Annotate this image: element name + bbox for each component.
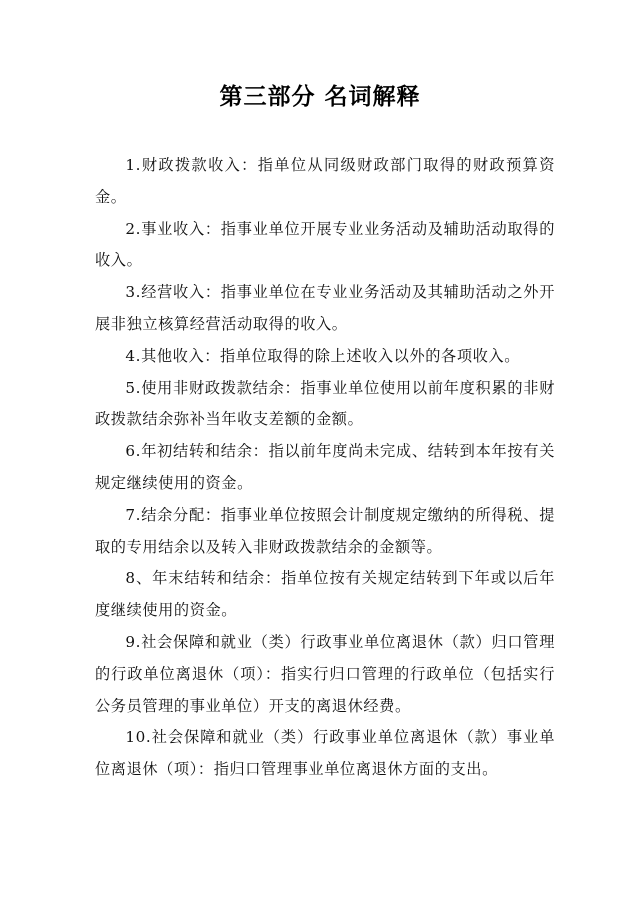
definition-paragraph: 7.结余分配：指事业单位按照会计制度规定缴纳的所得税、提取的专用结余以及转入非财政拨款结余的金额等。	[95, 505, 555, 556]
definition-paragraph: 9.社会保障和就业（类）行政事业单位离退休（款）归口管理的行政单位离退休（项）：指实行归口管理的行政单位（包括实行公务员管理的事业单位）开支的离退休经费。	[95, 632, 555, 715]
definition-paragraph: 2.事业收入：指事业单位开展专业业务活动及辅助活动取得的收入。	[95, 219, 555, 270]
definition-paragraph: 6.年初结转和结余：指以前年度尚未完成、结转到本年按有关规定继续使用的资金。	[95, 442, 555, 492]
definition-paragraph: 5.使用非财政拨款结余：指事业单位使用以前年度积累的非财政拨款结余弥补当年收支差额的金额。	[95, 378, 555, 429]
definition-paragraph: 4.其他收入：指单位取得的除上述收入以外的各项收入。	[125, 346, 520, 365]
definition-paragraph: 10.社会保障和就业（类）行政事业单位离退休（款）事业单位离退休（项）：指归口管理事业单位离退休方面的支出。	[95, 728, 555, 779]
page-title: 第三部分 名词解释	[219, 84, 421, 110]
definitions-list	[95, 150, 555, 786]
definition-paragraph: 8、年末结转和结余：指单位按有关规定结转到下年或以后年度继续使用的资金。	[95, 569, 555, 620]
definition-paragraph: 1.财政拨款收入：指单位从同级财政部门取得的财政预算资金。	[95, 156, 555, 206]
definition-paragraph: 3.经营收入：指事业单位在专业业务活动及其辅助活动之外开展非独立核算经营活动取得的收入。	[95, 283, 555, 333]
